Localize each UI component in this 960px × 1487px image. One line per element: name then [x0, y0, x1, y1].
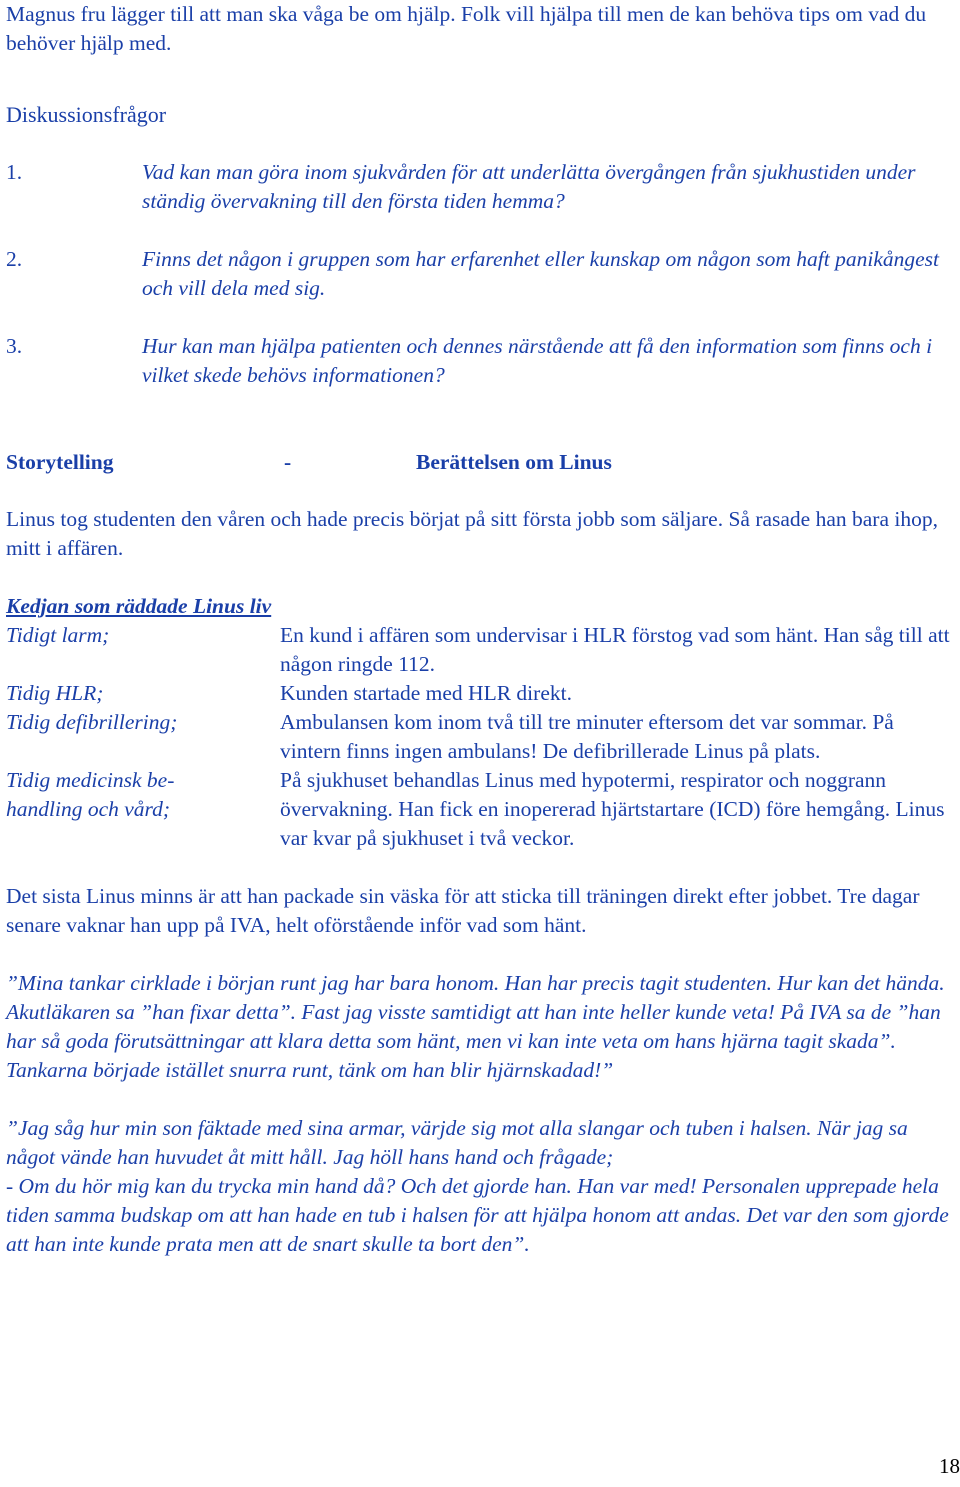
chain-label: Tidig medicinsk be-handling och vård;	[6, 768, 175, 821]
question-item	[6, 245, 958, 303]
quote-line: ”Jag såg hur min son fäktade med sina armar, värjde sig mot alla slangar och tuben i halsen. När jag sa något vände han huvudet åt mitt håll. Jag höll hans hand och frågade;	[6, 1116, 908, 1169]
quote-line: - Om du hör mig kan du trycka min hand då? Och det gjorde han. Han var med! Personalen upprepade hela tiden samma budskap om att han hade en tub i halsen för att hjälpa honom att andas. Det var den som gjorde att han inte kunde prata men att de snart skulle ta bort den”.	[6, 1174, 949, 1256]
chain-label: Tidig defibrillering;	[6, 710, 178, 734]
chain-row	[6, 766, 958, 853]
page-number: 18	[939, 1454, 960, 1478]
chain-description: En kund i affären som undervisar i HLR förstog vad som hänt. Han såg till att någon ringde 112.	[280, 623, 950, 676]
chain-row	[6, 679, 958, 708]
chain-label: Tidig HLR;	[6, 681, 104, 705]
question-number: 1.	[6, 160, 23, 184]
question-number: 2.	[6, 247, 23, 271]
chain-list	[6, 621, 958, 853]
linus-intro-paragraph: Linus tog studenten den våren och hade precis börjat på sitt första jobb som säljare. Så rasade han bara ihop, mitt i affären.	[6, 507, 938, 560]
storytelling-heading	[6, 448, 958, 477]
chain-heading: Kedjan som räddade Linus liv	[6, 594, 272, 618]
chain-description: Kunden startade med HLR direkt.	[280, 681, 572, 705]
chain-label: Tidigt larm;	[6, 623, 110, 647]
question-item	[6, 332, 958, 390]
heading-dash: -	[284, 450, 292, 474]
story-title: Berättelsen om Linus	[416, 450, 612, 474]
intro-paragraph: Magnus fru lägger till att man ska våga be om hjälp. Folk vill hjälpa till men de kan behöva tips om vad du behöver hjälp med.	[6, 2, 927, 55]
chain-row	[6, 621, 958, 679]
document-page	[6, 0, 958, 1259]
quote-paragraph-2	[6, 1114, 958, 1259]
chain-description: På sjukhuset behandlas Linus med hypotermi, respirator och noggrann övervakning. Han fick en inopererad hjärtstartare (ICD) före hemgång. Linus var kvar på sjukhuset i två veckor.	[280, 768, 945, 850]
question-text: Finns det någon i gruppen som har erfarenhet eller kunskap om någon som haft panikångest och vill dela med sig.	[142, 247, 940, 300]
question-text: Vad kan man göra inom sjukvården för att underlätta övergången från sjukhustiden under ständig övervakning till den första tiden hemma?	[142, 160, 916, 213]
memory-paragraph: Det sista Linus minns är att han packade sin väska för att sticka till träningen direkt efter jobbet. Tre dagar senare vaknar han upp på IVA, helt oförstående inför vad som hänt.	[6, 884, 920, 937]
question-list	[6, 158, 958, 390]
question-text: Hur kan man hjälpa patienten och dennes närstående att få den information som finns och i vilket skede behövs informationen?	[142, 334, 933, 387]
chain-row	[6, 708, 958, 766]
question-number: 3.	[6, 334, 23, 358]
question-item	[6, 158, 958, 216]
discussion-heading: Diskussionsfrågor	[6, 102, 167, 127]
quote-paragraph-1: ”Mina tankar cirklade i början runt jag har bara honom. Han har precis tagit studenten. Hur kan det hända. Akutläkaren sa ”han fixar detta”. Fast jag visste samtidigt att han inte heller kunde veta! På IVA sa de ”han har så goda förutsättningar att klara detta som hänt, men vi kan inte veta om hans hjärna tagit skada”. Tankarna började istället snurra runt, tänk om han blir hjärnskadad!”	[6, 971, 945, 1082]
storytelling-label: Storytelling	[6, 450, 114, 474]
chain-description: Ambulansen kom inom två till tre minuter eftersom det var sommar. På vintern finns ingen ambulans! De defibrillerade Linus på plats.	[280, 710, 894, 763]
